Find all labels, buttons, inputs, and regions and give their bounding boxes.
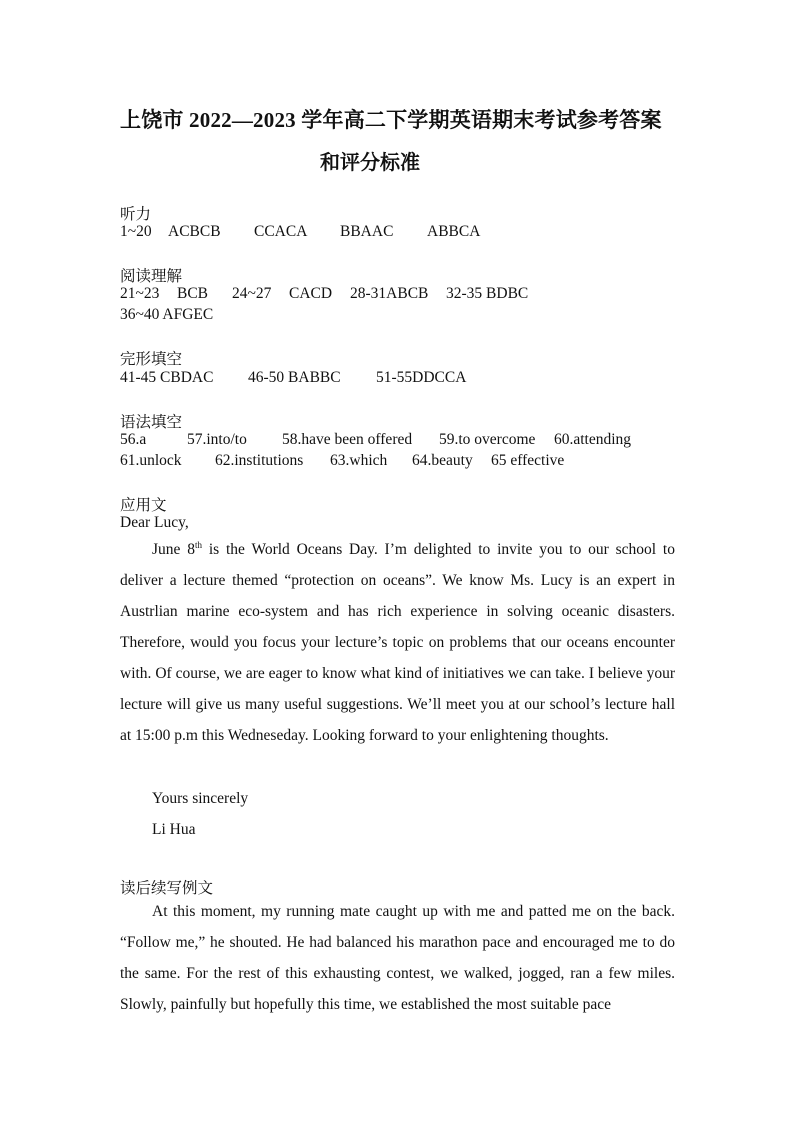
cloze-answers <box>120 369 466 387</box>
answer-item: 58.have been offered <box>282 431 413 448</box>
letter-body-rest: is the World Oceans Day. I’m delighted to invite you to our school to deliver a lecture themed “protection on oceans”. We know Ms. Lucy is an expert in Austrlian marine eco-system and has rich experience in solving oceanic disasters. Therefore, would you focus your lecture’s topic on problems that our oceans encounter with. Of course, we are eager to know what kind of initiatives we can take. I believe your lecture will give us many useful suggestions. We’ll meet you at our school’s lecture hall at 15:00 p.m this Wedneseday. Looking forward to your enlightening thoughts. <box>120 541 675 744</box>
answer-range: 24~27 <box>232 285 272 302</box>
grammar-answers-row2 <box>120 452 564 470</box>
section-heading-writing: 应用文 <box>120 497 167 514</box>
answer-group: CCACA <box>254 223 308 240</box>
answer-group: 51-55DDCCA <box>376 369 467 386</box>
section-heading-listening: 听力 <box>120 206 152 223</box>
ordinal-suffix: th <box>194 539 202 550</box>
answer-range: 1~20 <box>120 223 152 240</box>
answer-item: 64.beauty <box>412 452 473 469</box>
letter-signature: Li Hua <box>152 821 196 838</box>
answer-item: 65 effective <box>491 452 565 469</box>
section-heading-reading: 阅读理解 <box>120 268 183 285</box>
answer-item: 59.to overcome <box>439 431 536 448</box>
section-heading-continuation: 读后续写例文 <box>120 880 214 897</box>
answer-item: 56.a <box>120 431 147 448</box>
answer-group: 28-31ABCB <box>350 285 429 302</box>
section-heading-grammar: 语法填空 <box>120 414 183 431</box>
answer-group: ABBCA <box>427 223 481 240</box>
reading-answers-row1 <box>120 285 528 303</box>
page-title: 上饶市 2022—2023 学年高二下学期英语期末考试参考答案 <box>120 108 662 132</box>
answer-group: CACD <box>289 285 333 302</box>
continuation-paragraph: At this moment, my running mate caught up with me and patted me on the back. “Follow me,” he shouted. He had balanced his marathon pace and encouraged me to do the same. For the rest of this exhausting contest, we walked, jogged, ran a few miles. Slowly, painfully but hopefully this time, we established the most suitable pace <box>120 903 675 1013</box>
answer-item: 61.unlock <box>120 452 182 469</box>
letter-greeting: Dear Lucy, <box>120 514 189 531</box>
answer-group: BCB <box>177 285 209 302</box>
page-subtitle: 和评分标准 <box>320 152 420 174</box>
answer-item: 60.attending <box>554 431 632 448</box>
answer-group: ACBCB <box>168 223 221 240</box>
answer-item: 57.into/to <box>187 431 247 448</box>
letter-closing: Yours sincerely <box>152 790 249 807</box>
answer-group: 46-50 BABBC <box>248 369 341 386</box>
letter-body <box>120 534 675 751</box>
answer-group: BBAAC <box>340 223 394 240</box>
reading-answers-row2: 36~40 AFGEC <box>120 306 214 323</box>
answer-item: 62.institutions <box>215 452 304 469</box>
answer-range: 21~23 <box>120 285 160 302</box>
grammar-answers-row1 <box>120 431 631 449</box>
answer-group: 41-45 CBDAC <box>120 369 214 386</box>
answer-item: 63.which <box>330 452 388 469</box>
listening-answers <box>120 223 480 241</box>
answer-group: 32-35 BDBC <box>446 285 529 302</box>
section-heading-cloze: 完形填空 <box>120 351 183 368</box>
letter-body-start: June 8 <box>152 541 195 558</box>
